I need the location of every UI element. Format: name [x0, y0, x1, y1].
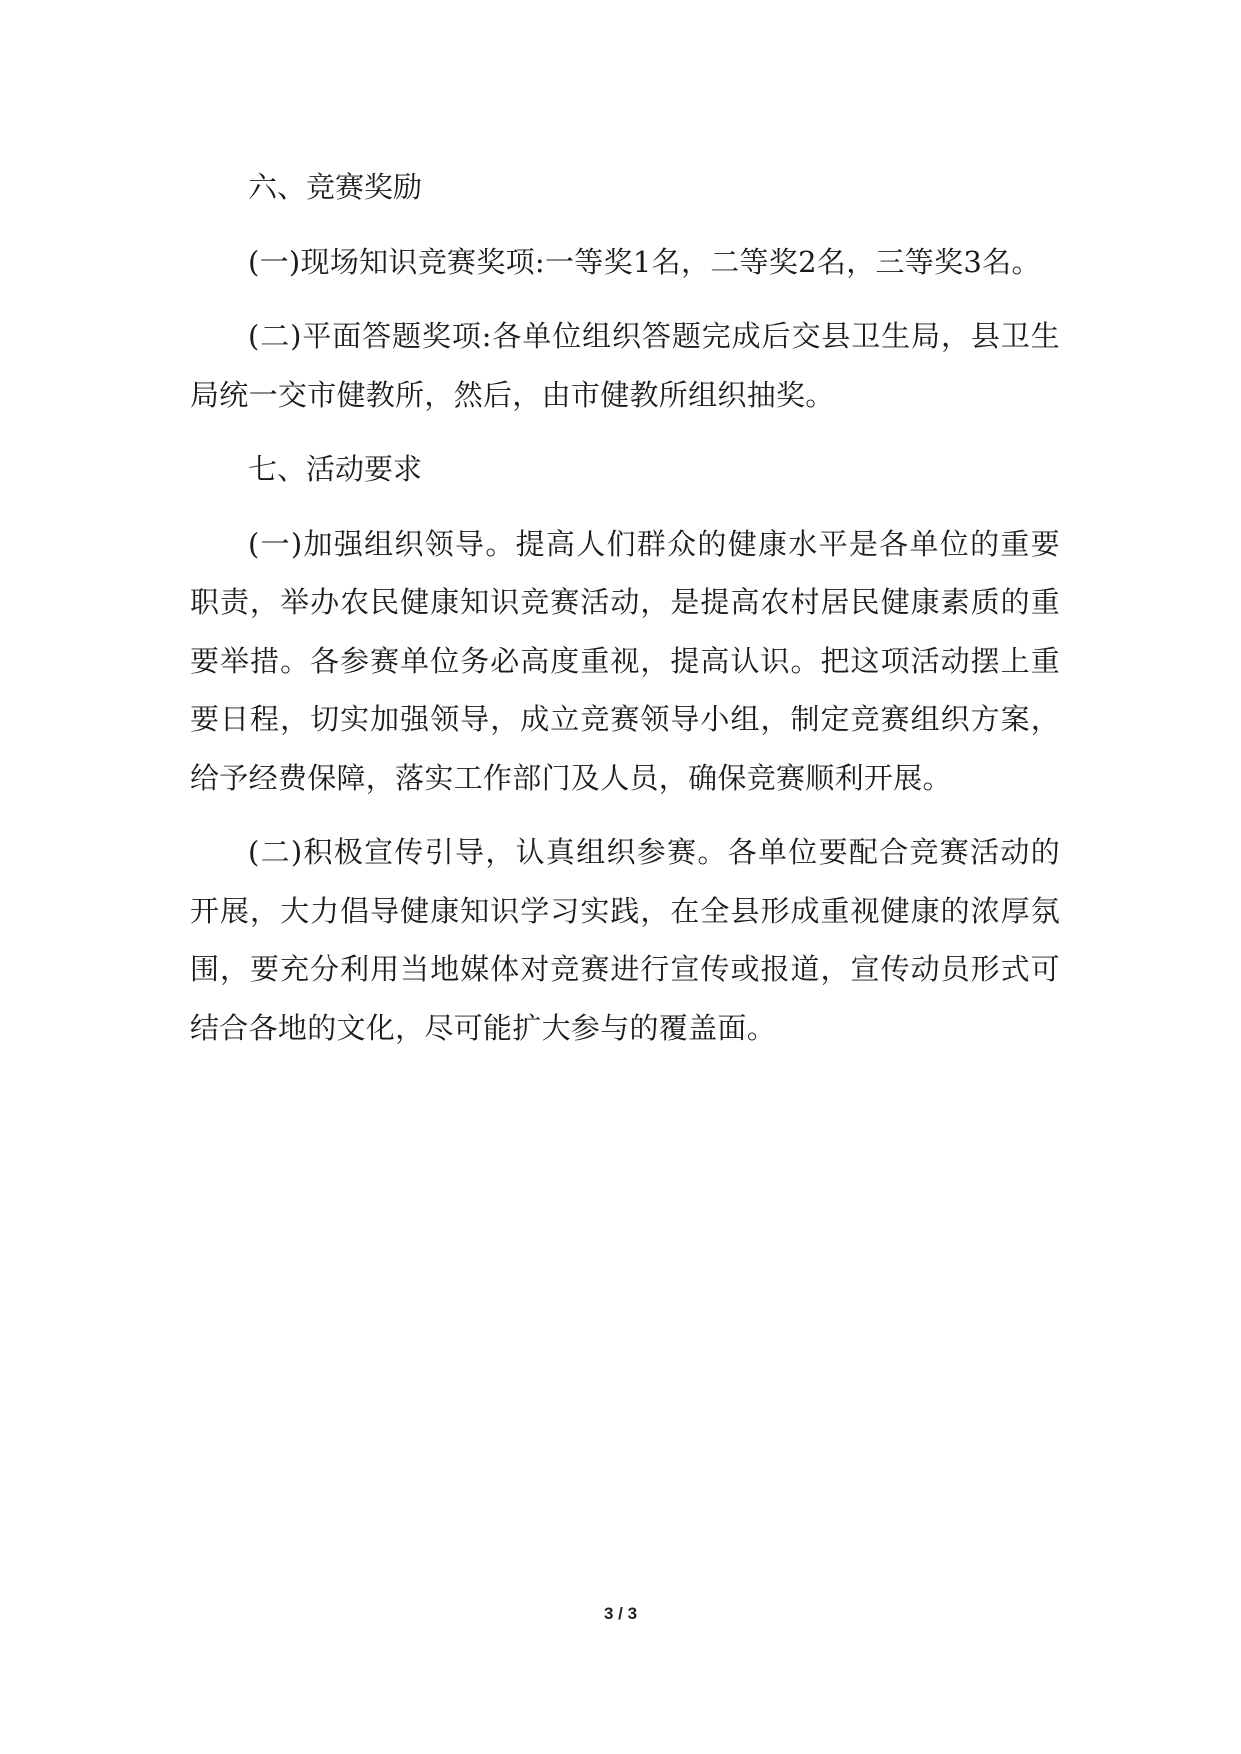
section-heading-seven: 七、活动要求: [248, 452, 423, 486]
paragraph-leadership: (一)加强组织领导。提高人们群众的健康水平是各单位的重要职责，举办农民健康知识竞赛活动，是提高农村居民健康素质的重要举措。各参赛单位务必高度重视，提高认识。把这项活动摆上重要日程，切实加强领导，成立竞赛领导小组，制定竞赛组织方案，给予经费保障，落实工作部门及人员，确保竞赛顺利开展。: [190, 526, 1060, 795]
paragraph-publicity: (二)积极宣传引导，认真组织参赛。各单位要配合竞赛活动的开展，大力倡导健康知识学习实践，在全县形成重视健康的浓厚氛围，要充分利用当地媒体对竞赛进行宣传或报道，宣传动员形式可结合各地的文化，尽可能扩大参与的覆盖面。: [190, 835, 1060, 1045]
document-body: [190, 158, 1060, 1057]
paragraph-onsite-prize: (一)现场知识竞赛奖项:一等奖1名，二等奖2名，三等奖3名。: [248, 244, 1041, 279]
section-heading-six: 六、竞赛奖励: [248, 170, 423, 204]
page-number: 3 / 3: [603, 1604, 638, 1623]
paragraph-written-prize: (二)平面答题奖项:各单位组织答题完成后交县卫生局，县卫生局统一交市健教所，然后，由市健教所组织抽奖。: [190, 319, 1060, 412]
